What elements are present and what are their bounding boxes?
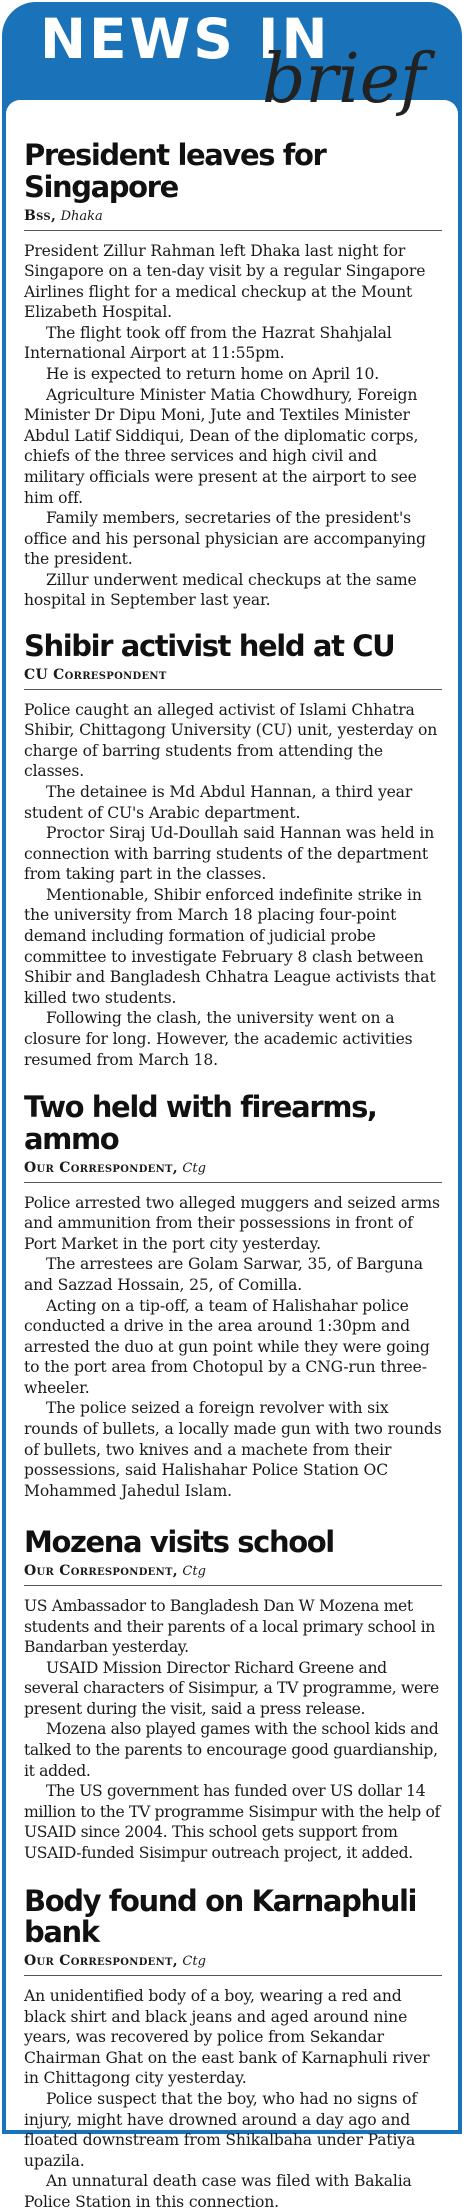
masthead-brief: brief	[262, 40, 426, 119]
article-body	[24, 1596, 442, 1864]
article-byline	[24, 667, 442, 690]
article-paragraph: The US government has funded over US dollar 14 million to the TV programme Sisimpur with the help of USAID since 2004. This school gets support from USAID-funded Sisimpur outreach project, it added.	[24, 1782, 440, 1862]
byline-source: CU Correspondent	[24, 666, 167, 683]
byline-location: Ctg	[182, 1160, 206, 1176]
article-paragraph: Police caught an alleged activist of Islami Chhatra Shibir, Chittagong University (CU) unit, yesterday on charge of barring students from attending the classes.	[24, 700, 438, 781]
news-article	[24, 1883, 442, 2212]
news-article	[24, 1092, 442, 1501]
article-paragraph: Acting on a tip-off, a team of Halishahar police conducted a drive in the area around 1:30pm and arrested the duo at gun point while they were going to the port area from Chotopul by a CNG-run three-wheeler.	[24, 1296, 430, 1397]
news-in-brief-panel	[2, 2, 462, 2211]
news-article	[24, 140, 442, 611]
article-byline	[24, 1563, 442, 1586]
article-byline	[24, 1953, 442, 1976]
article-body	[24, 1986, 442, 2212]
byline-location: Dhaka	[60, 208, 103, 224]
article-paragraph: Following the clash, the university went on a closure for long. However, the academic activities resumed from March 18.	[24, 1009, 413, 1069]
article-paragraph: US Ambassador to Bangladesh Dan W Mozena met students and their parents of a local primary school in Bandarban yesterday.	[24, 1597, 435, 1657]
news-article	[24, 628, 442, 1070]
article-paragraph: USAID Mission Director Richard Greene and several characters of Sisimpur, a TV programme, were present during the visit, said a press release.	[24, 1658, 439, 1718]
article-body	[24, 241, 442, 611]
article-headline: Shibir activist held at CU	[24, 628, 395, 663]
article-headline: Two held with firearms, ammo	[24, 1090, 377, 1156]
byline-location: Ctg	[182, 1954, 206, 1970]
byline-location: Ctg	[182, 1564, 206, 1580]
article-paragraph: An unnatural death case was filed with Bakalia Police Station in this connection.	[24, 2172, 412, 2211]
article-byline	[24, 1160, 442, 1183]
byline-source: Our Correspondent,	[24, 1563, 178, 1580]
article-body	[24, 1193, 442, 1502]
byline-source: Our Correspondent,	[24, 1159, 178, 1176]
news-article	[24, 1527, 442, 1863]
article-headline: Mozena visits school	[24, 1525, 334, 1560]
article-paragraph: The police seized a foreign revolver with six rounds of bullets, a locally made gun with two rounds of bullets, two knives and a machete from their possessions, said Halishahar Police Station OC Mohammed Jahedul Islam.	[24, 1399, 442, 1500]
article-byline	[24, 208, 442, 231]
article-paragraph: Mozena also played games with the school kids and talked to the parents to encourage good guardianship, it added.	[24, 1720, 439, 1780]
article-paragraph: Proctor Siraj Ud-Doullah said Hannan was held in connection with barring students of the department from taking part in the classes.	[24, 824, 435, 884]
article-paragraph: Police suspect that the boy, who had no signs of injury, might have drowned around a day ago and floated downstream from Shikalbaha under Patiya upazila.	[24, 2090, 418, 2170]
byline-source: Our Correspondent,	[24, 1953, 178, 1970]
article-paragraph: Family members, secretaries of the president's office and his personal physician are accompanying the president.	[24, 509, 426, 569]
article-headline: Body found on Karnaphuli bank	[24, 1883, 417, 1950]
articles-column	[6, 100, 458, 2211]
article-paragraph: He is expected to return home on April 10.	[46, 365, 380, 384]
article-paragraph: Mentionable, Shibir enforced indefinite strike in the university from March 18 placing four-point demand including formation of judicial probe committee to investigate February 8 clash between Shibir and Bangladesh Chhatra League activists that killed two students.	[24, 885, 436, 1007]
article-paragraph: Zillur underwent medical checkups at the same hospital in September last year.	[24, 570, 417, 610]
byline-source: Bss,	[24, 207, 57, 224]
article-paragraph: Agriculture Minister Matia Chowdhury, Foreign Minister Dr Dipu Moni, Jute and Textiles Minister Abdul Latif Siddiqui, Dean of the diplomatic corps, chiefs of the three services and high civil and military officials were present at the airport to see him off.	[24, 385, 419, 507]
article-headline: President leaves for Singapore	[24, 138, 326, 204]
article-body	[24, 700, 442, 1070]
article-paragraph: The detainee is Md Abdul Hannan, a third year student of CU's Arabic department.	[24, 782, 413, 822]
article-paragraph: An unidentified body of a boy, wearing a red and black shirt and black jeans and aged around nine years, was recovered by police from Sekandar Chairman Ghat on the east bank of Karnaphuli river in Chittagong city yesterday.	[24, 1987, 430, 2088]
article-paragraph: President Zillur Rahman left Dhaka last night for Singapore on a ten-day visit by a regular Singapore Airlines flight for a medical checkup at the Mount Elizabeth Hospital.	[24, 241, 426, 322]
article-paragraph: Police arrested two alleged muggers and seized arms and ammunition from their possessions in front of Port Market in the port city yesterday.	[24, 1193, 440, 1253]
article-paragraph: The flight took off from the Hazrat Shahjalal International Airport at 11:55pm.	[24, 323, 392, 363]
masthead-news-in: NEWS IN	[40, 7, 331, 71]
article-paragraph: The arrestees are Golam Sarwar, 35, of Barguna and Sazzad Hossain, 25, of Comilla.	[24, 1255, 423, 1294]
